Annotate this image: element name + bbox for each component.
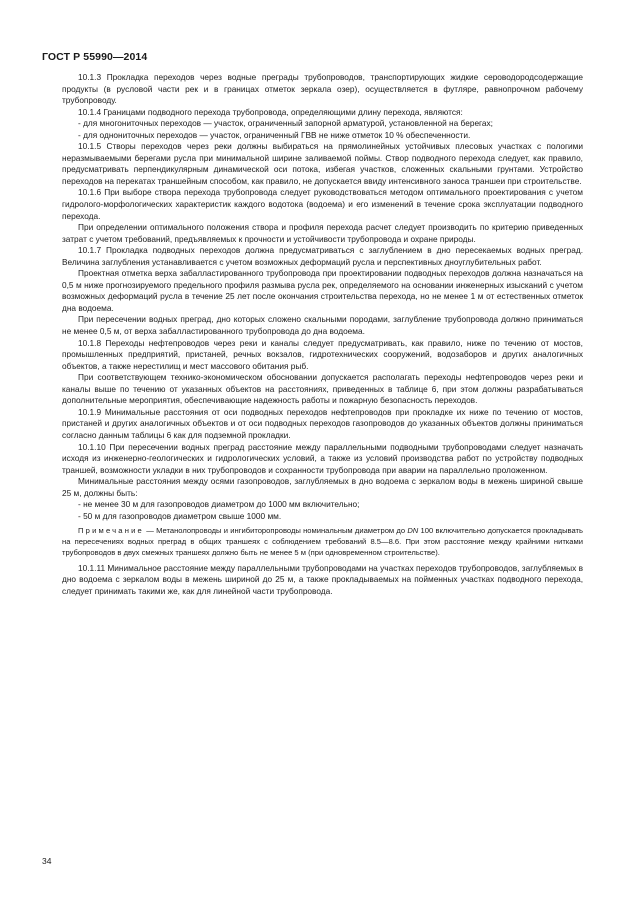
paragraph-min-distances: Минимальные расстояния между осями газопроводов, заглубляемых в дно водоема с зеркалом воды в межень шириной свыше 25 м, должны быть: xyxy=(62,476,583,498)
paragraph-10-1-3: 10.1.3 Прокладка переходов через водные преграды трубопроводов, транспортирующих жидкие сероводородсодержащие продукты (в русловой части рек и в границах отметок зеркала озер), осуществляется в футляре, равнопрочном рабочему трубопроводу. xyxy=(62,72,583,106)
document-header: ГОСТ Р 55990—2014 xyxy=(42,51,148,63)
paragraph-optimal-position: При определении оптимального положения створа и профиля перехода расчет следует производить по критерию приведенных затрат с учетом требований, предъявляемых к прочности и устойчивости трубопровода и охране природы. xyxy=(62,222,583,244)
note-dash: — xyxy=(143,526,157,536)
paragraph-10-1-10: 10.1.10 При пересечении водных преград расстояние между параллельными подводными трубопроводами следует назначать исходя из инженерно-геологических и гидрологических условий, а также из условий производства работ по устройству подводных траншей, возможности укладки в них трубопроводов и сохранности трубопровода при аварии на параллельно проложенном. xyxy=(62,441,583,475)
paragraph-10-1-8: 10.1.8 Переходы нефтепроводов через реки и каналы следует предусматривать, как правило, ниже по течению от мостов, промышленных предприятий, пристаней, речных вокзалов, гидротехнических сооружений, водозаборов и других аналогичных объектов, а также нерестилищ и мест массового обитания рыб. xyxy=(62,337,583,371)
paragraph-10-1-11: 10.1.11 Минимальное расстояние между параллельными трубопроводами на участках переходов трубопроводов, заглубляемых в дно водоема с зеркалом воды в межень шириной до 25 м, а также прокладываемых на пойменных участках подводного перехода, следует принимать такими же, как для линейной части трубопровода. xyxy=(62,562,583,596)
note-dn: DN xyxy=(407,526,419,536)
paragraph-10-1-9: 10.1.9 Минимальные расстояния от оси подводных переходов нефтепроводов при прокладке их ниже по течению от мостов, пристаней и других аналогичных объектов и от оси подводных переходов газопроводов до указанных объектов должны приниматься согласно данным таблицы 6 как для подземной прокладки. xyxy=(62,406,583,440)
list-item-50m: - 50 м для газопроводов диаметром свыше 1000 мм. xyxy=(78,510,282,521)
paragraph-feasibility: При соответствующем технико-экономическом обосновании допускается располагать переходы нефтепроводов через реки и каналы выше по течению от указанных объектов на расстояниях, приведенных в таблице 6, при этом должны разрабатываться дополнительные мероприятия, обеспечивающие надежность работы и пожарную безопасность переходов. xyxy=(62,372,583,406)
note-label: Примечание xyxy=(78,526,144,536)
list-item-multi-thread: - для многониточных переходов — участок, ограниченный запорной арматурой, установленной на берегах; xyxy=(78,118,493,129)
note-block xyxy=(62,526,583,558)
paragraph-10-1-6: 10.1.6 При выборе створа перехода трубопровода следует руководствоваться методом оптимального проектирования с учетом гидролого-морфологических характеристик каждого водотока (водоема) и его изменений в течение срока эксплуатации подводного перехода. xyxy=(62,187,583,221)
list-item-30m: - не менее 30 м для газопроводов диаметром до 1000 мм включительно; xyxy=(78,499,360,510)
page-number: 34 xyxy=(42,856,52,866)
paragraph-design-elevation: Проектная отметка верха забалластированного трубопровода при проектировании подводных переходов должна назначаться на 0,5 м ниже прогнозируемого предельного профиля размыва русла рек, определяемого на основании инженерных изысканий с учетом возможных деформаций русла в течение 25 лет после окончания строительства перехода, но не менее 1 м от естественных отметок дна водоема. xyxy=(62,268,583,313)
paragraph-rock-bottom: При пересечении водных преград, дно которых сложено скальными породами, заглубление трубопровода должно приниматься не менее 0,5 м, от верха забалластированного трубопровода до дна водоема. xyxy=(62,314,583,337)
paragraph-10-1-7: 10.1.7 Прокладка подводных переходов должна предусматриваться с заглублением в дно пересекаемых водных преград. Величина заглубления устанавливается с учетом возможных деформаций русла и перспективных дноуглубительных работ. xyxy=(62,245,583,267)
document-body xyxy=(62,72,583,597)
note-text-start: Метанолопроводы и ингибиторопроводы номинальным диаметром до xyxy=(156,526,408,536)
paragraph-10-1-5: 10.1.5 Створы переходов через реки должны выбираться на прямолинейных устойчивых плесовых участках с пологими неразмываемыми берегами русла при минимальной ширине заливаемой поймы. Створ подводного перехода следует, как правило, предусматривать перпендикулярным динамической оси потока, избегая участков, сложенных скальными грунтами. Устройство переходов на перекатах траншейным способом, как правило, не допускается ввиду интенсивного заноса траншеи при строительстве. xyxy=(62,141,583,186)
paragraph-10-1-4: 10.1.4 Границами подводного перехода трубопровода, определяющими длину перехода, являются: xyxy=(78,106,463,117)
note-text-end: 100 включительно допускается прокладывать на пересечениях водных преград в общих траншеях с соблюдением требований 8.5—8.6. При этом расстояние между крайними нитками трубопроводов в двух смежных траншеях должно быть не менее 5 м (при одновременном строительстве). xyxy=(62,526,583,557)
list-item-single-thread: - для однониточных переходов — участок, ограниченный ГВВ не ниже отметок 10 % обеспеченности. xyxy=(78,129,471,140)
